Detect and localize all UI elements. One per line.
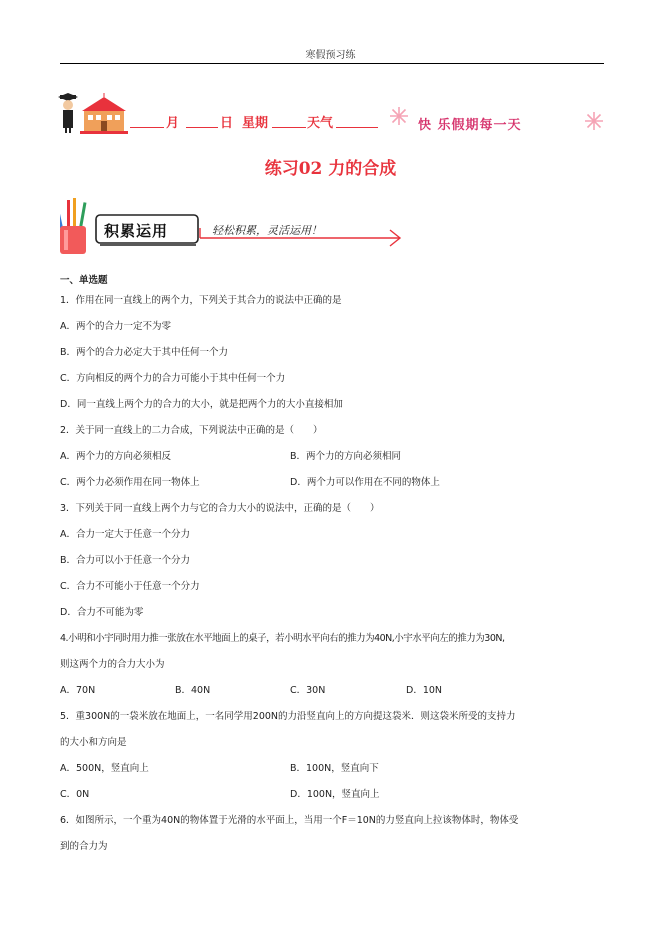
question-1-stem: 1．作用在同一直线上的两个力，下列关于其合力的说法中正确的是 — [60, 295, 342, 306]
header-title: 寒假预习练 — [305, 50, 356, 61]
graduate-icon — [58, 93, 78, 133]
day-blank — [186, 127, 218, 128]
question-3-option-c: C．合力不可能小于任意一个分力 — [60, 581, 200, 592]
weekday-blank — [272, 127, 306, 128]
question-5-stem-line-2: 的大小和方向是 — [60, 737, 127, 748]
question-5-option-d: D．100N，竖直向上 — [290, 789, 380, 800]
page-title: 练习02 力的合成 — [264, 159, 397, 179]
question-5-option-a: A．500N，竖直向上 — [60, 763, 149, 774]
month-label: 月 — [166, 116, 180, 131]
snowflake-icon — [390, 107, 408, 125]
day-label: 日 — [220, 116, 234, 131]
question-3-option-b: B．合力可以小于任意一个分力 — [60, 555, 191, 566]
question-5-option-b: B．100N，竖直向下 — [290, 763, 379, 774]
question-5-stem-line-1: 5．重300N的一袋米放在地面上，一名同学用200N的力沿竖直向上的方向提这袋米．则这袋米所受的支持力 — [60, 711, 516, 722]
question-1-option-d: D．同一直线上两个力的合力的大小，就是把两个力的大小直接相加 — [60, 399, 343, 410]
header-rule — [60, 63, 604, 64]
question-3-option-a: A．合力一定大于任意一个分力 — [60, 529, 190, 540]
question-4-stem-line-1: 4.小明和小宇同时用力推一张放在水平地面上的桌子，若小明水平向右的推力为40N,小宇水平向左的推力为30N, — [60, 633, 505, 644]
question-2-option-b: B．两个力的方向必须相同 — [290, 451, 402, 462]
question-2-stem: 2．关于同一直线上的二力合成，下列说法中正确的是（ ） — [60, 425, 323, 436]
question-4-option-c: C．30N — [290, 685, 326, 696]
question-4-stem-line-2: 则这两个力的合力大小为 — [60, 659, 165, 670]
question-4-option-d: D．10N — [406, 685, 443, 696]
question-3-option-d: D．合力不可能为零 — [60, 607, 144, 618]
question-6-stem-line-2: 到的合力为 — [60, 841, 108, 852]
month-blank — [130, 127, 164, 128]
question-2-option-d: D．两个力可以作用在不同的物体上 — [290, 477, 440, 488]
school-building-icon — [80, 93, 128, 134]
question-2-option-a: A．两个力的方向必须相反 — [60, 451, 171, 462]
question-4-option-a: A．70N — [60, 685, 96, 696]
snowflake-icon — [585, 112, 603, 130]
section-heading: 一、单选题 — [60, 275, 108, 286]
question-3-stem: 3．下列关于同一直线上两个力与它的合力大小的说法中，正确的是（ ） — [60, 503, 380, 514]
question-6-stem-line-1: 6．如图所示，一个重为40N的物体置于光滑的水平面上，当用一个F＝10N的力竖直向上拉该物体时，物体受 — [60, 815, 519, 826]
date-banner — [58, 93, 613, 135]
question-2-option-c: C．两个力必须作用在同一物体上 — [60, 477, 200, 488]
question-5-option-c: C．0N — [60, 789, 90, 800]
section-subtitle: 轻松积累，灵活运用！ — [212, 224, 322, 237]
pencil-cup-icon — [60, 198, 86, 254]
weekday-label: 星期 — [242, 116, 269, 131]
question-1-option-a: A．两个的合力一定不为零 — [60, 321, 171, 332]
section-title: 积累运用 — [104, 222, 169, 240]
weather-blank — [336, 127, 378, 128]
weather-label: 天气 — [307, 116, 334, 131]
question-1-option-c: C．方向相反的两个力的合力可能小于其中任何一个力 — [60, 373, 286, 384]
slogan: 快 乐假期每一天 — [418, 118, 522, 133]
question-1-option-b: B．两个的合力必定大于其中任何一个力 — [60, 347, 229, 358]
question-4-option-b: B．40N — [175, 685, 211, 696]
